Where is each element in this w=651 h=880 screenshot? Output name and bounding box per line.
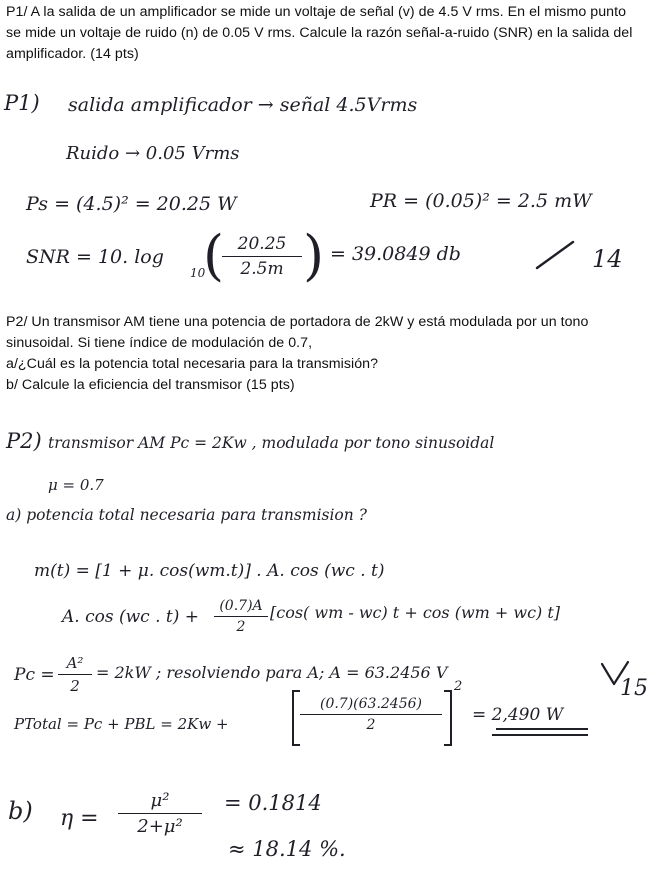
p2-eta-numerator: μ²: [118, 790, 202, 814]
p1-snr-denominator: 2.5m: [240, 259, 284, 279]
p2-ptotal-denominator: 2: [366, 717, 376, 733]
p2-part-b-label: b): [8, 797, 33, 825]
p1-label: P1): [4, 91, 40, 115]
p1-log-base: 10: [190, 266, 206, 280]
p2-statement-line: sinusoidal. Si tiene índice de modulación de 0.7,: [6, 335, 313, 351]
p1-right-paren: ): [303, 224, 325, 287]
p1-statement-line: se mide un voltaje de ruido (n) de 0.05 V rms. Calcule la razón señal-a-ruido (SNR) en la salida del: [6, 25, 633, 41]
p2-pc-numerator: A²: [58, 654, 92, 675]
p1-statement-line: P1/ A la salida de un amplificador se mide un voltaje de señal (v) de 4.5 V rms. En el mismo punto: [6, 4, 627, 20]
p1-snr-numerator: 20.25: [222, 234, 302, 257]
p2-ptotal-fraction: [300, 696, 442, 733]
p2-expand-numerator: (0.7)A: [214, 598, 268, 617]
result-underline: [496, 728, 588, 730]
p2-ptotal-numerator: (0.7)(63.2456): [300, 696, 442, 715]
p2-right-bracket: [444, 690, 452, 746]
p2-ptotal-lhs: PTotal = Pc + PBL = 2Kw +: [14, 715, 229, 733]
p2-score: 15: [620, 676, 648, 701]
p2-left-bracket: [292, 690, 300, 746]
result-underline: [492, 734, 588, 736]
p2-given-text: transmisor AM Pc = 2Kw , modulada por tono sinusoidal: [48, 434, 495, 452]
p2-part-a-text: a) potencia total necesaria para transmision ?: [6, 506, 367, 524]
p1-statement-line: amplificador. (14 pts): [6, 46, 139, 62]
p2-mu-text: μ = 0.7: [48, 476, 104, 494]
p2-pc-lhs: Pc =: [14, 665, 55, 685]
p2-label: P2): [6, 429, 42, 453]
p2-pc-fraction: [58, 654, 92, 695]
p2-ptotal-exponent: 2: [454, 679, 463, 694]
p2-pc-denominator: 2: [70, 677, 80, 695]
p2-pc-rhs: = 2kW ; resolviendo para A; A = 63.2456 V: [96, 663, 448, 682]
check-mark-icon: [535, 240, 575, 270]
p1-noise-text: Ruido → 0.05 Vrms: [66, 143, 240, 164]
p2-statement-line: b/ Calcule la eficiencia del transmisor (15 pts): [6, 377, 295, 393]
p1-pr-expression: PR = (0.05)² = 2.5 mW: [370, 190, 592, 212]
p2-statement-line: a/¿Cuál es la potencia total necesaria para la transmisión?: [6, 356, 379, 372]
p2-eta-symbol: η =: [60, 806, 99, 831]
p1-left-paren: (: [203, 224, 225, 287]
p2-eta-denominator: 2+μ²: [137, 816, 183, 837]
p2-expand-left: A. cos (wc . t) +: [62, 607, 199, 627]
p2-eta-fraction: [118, 790, 202, 837]
p2-eta-value: = 0.1814: [224, 791, 322, 815]
p2-statement-line: P2/ Un transmisor AM tiene una potencia de portadora de 2kW y está modulada por un tono: [6, 314, 589, 330]
p2-mt-expression: m(t) = [1 + μ. cos(wm.t)] . A. cos (wc . t): [34, 561, 385, 581]
p1-ps-expression: Ps = (4.5)² = 20.25 W: [26, 193, 237, 215]
p2-expand-right: [cos( wm - wc) t + cos (wm + wc) t]: [270, 603, 561, 622]
p2-expand-denominator: 2: [236, 619, 246, 635]
p1-signal-text: salida amplificador → señal 4.5Vrms: [68, 94, 418, 116]
p1-score: 14: [592, 245, 623, 273]
p1-snr-lhs: SNR = 10. log: [26, 246, 164, 268]
p1-snr-fraction: [222, 234, 302, 279]
p1-snr-result: = 39.0849 db: [330, 243, 461, 265]
p2-eta-percent: ≈ 18.14 %.: [228, 837, 346, 861]
p2-ptotal-result: = 2,490 W: [472, 705, 564, 725]
p2-expand-fraction: [214, 598, 268, 635]
